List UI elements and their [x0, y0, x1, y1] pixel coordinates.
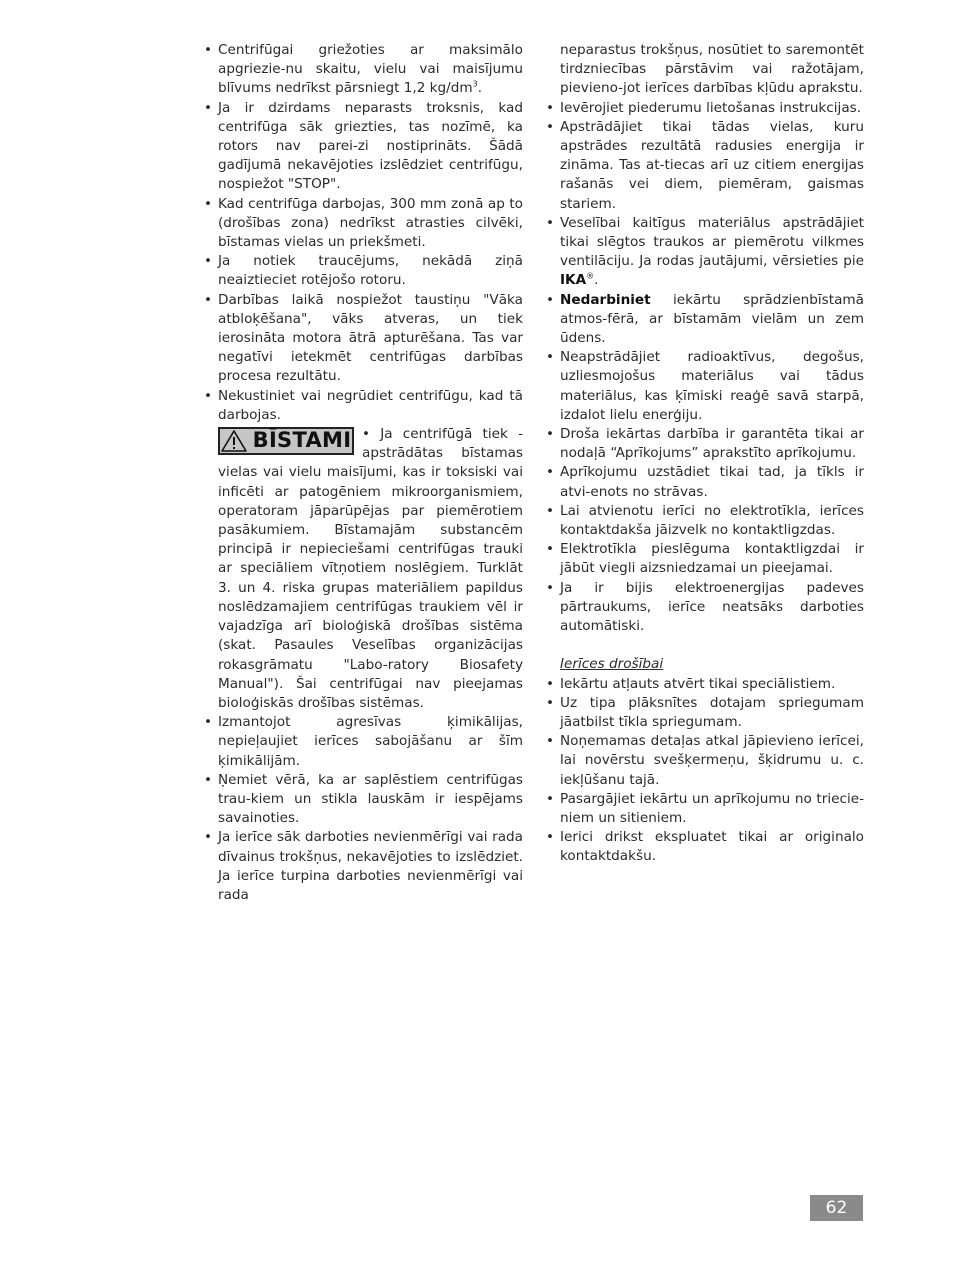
bullet: • [546, 99, 555, 116]
list-item [203, 828, 523, 905]
item-text: Noņemamas detaļas atkal jāpievieno ierīcei, lai novērstu svešķermeņu, šķidrumu u. c. iekļūšanu tajā. [560, 733, 864, 788]
list-item [203, 713, 523, 771]
page-number: 62 [810, 1195, 863, 1221]
item-text: Apstrādājiet tikai tādas vielas, kuru apstrādes rezultātā radusies energija ir zināma. Tas at-tiecas arī uz citiem energijas rašanās vei diem, piemēram, gaismas stariem. [560, 118, 864, 212]
bullet: • [546, 541, 555, 558]
list-item [545, 214, 864, 291]
item-text: Uz tipa plāksnītes dotajam spriegumam jāatbilst tīkla spriegumam. [560, 694, 864, 730]
list-item [545, 463, 864, 501]
list-item [545, 579, 864, 637]
list-item [545, 828, 864, 866]
item-text: neparastus trokšņus, nosūtiet to saremontēt tirdzniecības pārstāvim vai ražotājam, pievieno-jot ierīces darbības kļūdu aprakstu. [560, 42, 864, 97]
bullet: • [546, 829, 555, 846]
bullet: • [546, 675, 555, 692]
list-item [545, 790, 864, 828]
item-text: Aprīkojumu uzstādiet tikai tad, ja tīkls ir atvi-enots no strāvas. [560, 464, 864, 500]
right-column [545, 41, 864, 867]
item-text-end: . [477, 80, 483, 97]
bullet: • [546, 464, 555, 481]
danger-text: • Ja centrifūgā tiek - apstrādātas bīstamas vielas vai vielu maisījumi, kas ir toksiski vai inficēti ar patogēniem mikroorganismiem, operatoram jāparūpējas par piemērotiem pasākumiem. Bīstamajām substancēm principā ir nepieciešami centrifūgas trauki ar speciāliem vītņotiem noslēgiem. Turklāt 3. un 4. riska grupas materiāliem papildus noslēdzamajiem centrifūgas traukiem vēl ir vajadzīga arī bioloģiskā drošības sistēma (skat. Pasaules Veselības organizācijas rokasgrāmatu "Labo-ratory Biosafety Manual"). Šai centrifūgai nav pieejamas bioloģiskās drošības sistēmas. [218, 426, 523, 711]
bullet: • [204, 291, 213, 308]
brand-name: IKA [560, 272, 587, 289]
list-item [203, 195, 523, 253]
item-text: iekārtu sprādzienbīstamā atmos-fērā, ar bīstamām vielām un zem ūdens. [560, 291, 864, 347]
bullet: • [546, 349, 555, 366]
bullet: • [546, 426, 555, 443]
list-item [545, 694, 864, 732]
list-item [203, 252, 523, 290]
list-item [545, 540, 864, 578]
list-item [545, 348, 864, 425]
list-item [203, 41, 523, 99]
list-item [545, 675, 864, 694]
bullet: • [546, 214, 555, 231]
item-text: Ievērojiet piederumu lietošanas instrukcijas. [560, 99, 862, 116]
bullet: • [204, 387, 213, 404]
item-text: Darbības laikā nospiežot taustiņu "Vāka atbloķēšana", vāks atveras, un tiek ierosināta motora ātrā apturēšana. Tas var negatīvi ietekmēt centrifūgas darbības procesa rezultātu. [218, 291, 523, 385]
bullet: • [546, 291, 555, 308]
list-item [545, 732, 864, 790]
item-text: Ja ir bijis elektroenergijas padeves pārtraukums, ierīce neatsāks darboties automātiski. [560, 579, 864, 635]
bullet: • [204, 714, 213, 731]
item-text-bold: Nedarbiniet [560, 291, 651, 308]
item-text: Centrifūgai griežoties ar maksimālo apgriezie-nu skaitu, vielu vai maisījumu blīvums nedrīkst pārsniegt 1,2 kg/dm [218, 42, 523, 97]
item-text: Nekustiniet vai negrūdiet centrifūgu, kad tā darbojas. [218, 387, 523, 423]
section-title: Ierīces drošībai [560, 656, 664, 673]
list-item [203, 387, 523, 425]
item-text: Ja ierīce sāk darboties nevienmērīgi vai rada dīvainus trokšņus, nekavējoties to izslēdziet. Ja ierīce turpina darboties nevienmērīgi vai rada [218, 829, 523, 903]
bullet: • [546, 694, 555, 711]
bullet: • [546, 118, 555, 135]
item-text-end: . [594, 272, 599, 289]
item-text: Ņemiet vērā, ka ar saplēstiem centrifūgas trau-kiem un stikla lauskām ir iespējams savainoties. [218, 771, 523, 827]
superscript: 3 [472, 79, 478, 89]
list-item [545, 118, 864, 214]
bullet: • [546, 733, 555, 750]
item-text: Kad centrifūga darbojas, 300 mm zonā ap to (drošības zona) nedrīkst atrasties cilvēki, bīstamas vielas un priekšmeti. [218, 195, 523, 251]
list-item [545, 502, 864, 540]
registered-mark: ® [586, 271, 595, 281]
danger-label: BĪSTAMI [252, 428, 352, 453]
bullet: • [204, 99, 213, 116]
list-item [203, 771, 523, 829]
item-text: Veselībai kaitīgus materiālus apstrādājiet tikai slēgtos traukos ar piemērotu vilkmes ventilāciju. Ja rodas jautājumi, vērsieties pie [560, 214, 864, 270]
bullet: • [204, 771, 213, 788]
left-column [203, 41, 523, 905]
bullet: • [204, 253, 213, 270]
list-item [203, 291, 523, 387]
bullet: • [204, 829, 213, 846]
item-text: Iekārtu atļauts atvērt tikai speciālistiem. [560, 675, 836, 692]
item-text: Pasargājiet iekārtu un aprīkojumu no triecie-niem un sitieniem. [560, 790, 864, 826]
list-item [203, 99, 523, 195]
item-text: Ja ir dzirdams neparasts troksnis, kad centrifūga sāk griezties, tas nozīmē, ka rotors nav parei-zi nostiprināts. Šādā gadījumā nekavējoties izslēdziet centrifūgu, nospiežot "STOP". [218, 99, 523, 193]
list-item [545, 425, 864, 463]
continuation-text [545, 41, 864, 99]
danger-badge [218, 427, 354, 455]
item-text: Elektrotīkla pieslēguma kontaktligzdai ir jābūt viegli aizsniedzamai un pieejamai. [560, 541, 864, 577]
item-text: Neapstrādājiet radioaktīvus, degošus, uzliesmojošus materiālus vai tādus materiālus, kas ķīmiski reaģē savā starpā, izdalot lielu enerģiju. [560, 349, 864, 423]
bullet: • [546, 579, 555, 596]
warning-triangle-icon [221, 430, 247, 452]
list-item [545, 99, 864, 118]
bullet: • [204, 42, 213, 58]
item-text: Ierici drikst ekspluatet tikai ar originalo kontaktdakšu. [560, 829, 864, 865]
list-item [545, 291, 864, 349]
item-text: Lai atvienotu ierīci no elektrotīkla, ierīces kontaktdakša jāizvelk no kontaktligzdas. [560, 502, 864, 539]
bullet: • [546, 502, 555, 519]
item-text: Ja notiek traucējums, nekādā ziņā neaiztieciet rotējošo rotoru. [218, 253, 523, 289]
bullet: • [546, 790, 555, 807]
danger-notice [203, 425, 523, 713]
item-text: Droša iekārtas darbība ir garantēta tikai ar nodaļā “Aprīkojums” aprakstīto aprīkojumu. [560, 426, 864, 462]
item-text: Izmantojot agresīvas ķimikālijas, nepieļaujiet ierīces sabojāšanu ar šīm ķimikālijām. [218, 714, 523, 769]
bullet: • [204, 195, 213, 212]
